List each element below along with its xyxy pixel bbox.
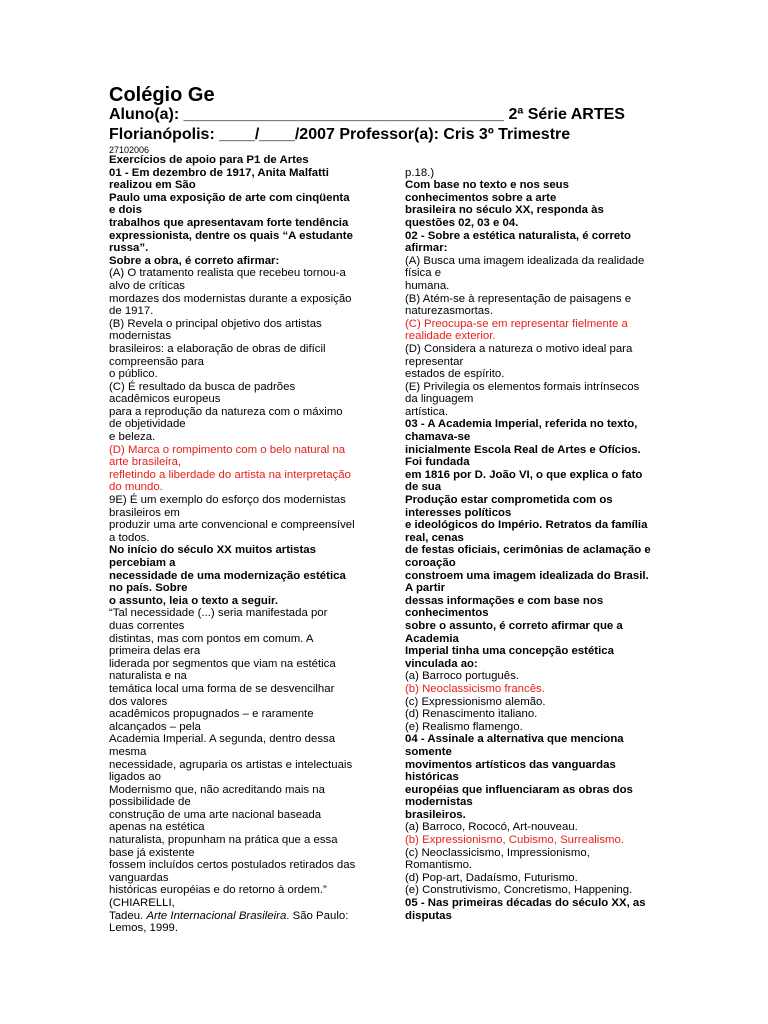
right-column-line: (B) Atém-se à representação de paisagens e	[405, 292, 632, 305]
left-column-line: e dois	[109, 204, 142, 217]
right-column-lines	[405, 167, 663, 923]
right-column-line: 03 - A Academia Imperial, referida no texto,	[405, 418, 638, 431]
left-column-line: alvo de críticas	[109, 279, 185, 292]
right-column-line: (b) Neoclassicismo francês.	[405, 682, 545, 695]
left-column-line: dos valores	[109, 695, 168, 708]
left-column-line: Sobre a obra, é correto afirmar:	[109, 254, 280, 267]
right-column-line: (d) Renascimento italiano.	[405, 708, 538, 721]
left-column-line: fossem incluídos certos postulados retirados das	[109, 859, 356, 872]
left-column-line: realizou em São	[109, 179, 196, 192]
left-column-line: expressionista, dentre os quais “A estudante	[109, 229, 353, 242]
left-column-line: necessidade de uma modernização estética	[109, 569, 346, 582]
right-column	[405, 154, 663, 922]
right-column-line: 04 - Assinale a alternativa que menciona	[405, 733, 624, 746]
right-column-line: A partir	[405, 582, 446, 595]
right-column-line: sobre o assunto, é correto afirmar que a	[405, 619, 623, 632]
left-column-line: ligados ao	[109, 771, 161, 784]
right-column-line: Imperial tinha uma concepção estética	[405, 645, 614, 658]
right-column-line: real, cenas	[405, 531, 464, 544]
left-column-line: vanguardas	[109, 871, 169, 884]
right-column-line: (E) Privilegia os elementos formais intrínsecos	[405, 380, 640, 393]
right-column-line: coroação	[405, 557, 456, 569]
left-column-line: alcançados – pela	[109, 720, 201, 733]
left-column-line: Academia Imperial. A segunda, dentro dessa	[109, 733, 336, 746]
left-column-line: produzir uma arte convencional e compreensível	[109, 519, 355, 532]
left-column-line: distintas, mas com pontos em comum. A	[109, 632, 314, 645]
left-column-line: base já existente	[109, 846, 195, 859]
left-column-line: construção de uma arte nacional baseada	[109, 808, 322, 821]
right-column-line: Com base no texto e nos seus	[405, 179, 569, 192]
grade-text: 2ª Série ARTES	[508, 106, 625, 123]
left-column-line: No início do século XX muitos artistas	[109, 544, 316, 557]
left-column-line: naturalista, propunham na prática que a essa	[109, 834, 338, 847]
citation-title: Arte Internacional Brasileira	[146, 909, 287, 922]
left-column-line: o assunto, leia o texto a seguir.	[109, 594, 279, 607]
left-column-line: trabalhos que apresentavam forte tendência	[109, 216, 349, 229]
right-column-line: humana.	[405, 279, 450, 292]
right-column-line: 05 - Nas primeiras décadas do século XX, as	[405, 897, 646, 910]
right-column-line: (c) Neoclassicismo, Impressionismo,	[405, 846, 590, 859]
right-column-line: (D) Considera a natureza o motivo ideal para	[405, 342, 633, 355]
right-column-line: inicialmente Escola Real de Artes e Ofícios.	[405, 443, 641, 456]
right-column-line: questões 02, 03 e 04.	[405, 216, 519, 229]
right-column-line: artística.	[405, 405, 449, 418]
right-column-line: (c) Expressionismo alemão.	[405, 695, 546, 708]
right-column-line: brasileira no século XX, responda às	[405, 204, 604, 217]
left-column-line: do mundo.	[109, 481, 163, 494]
left-column	[109, 154, 367, 935]
right-column-line: realidade exterior.	[405, 330, 496, 343]
right-column-line: dessas informações e com base nos	[405, 594, 604, 607]
left-column-line: percebiam a	[109, 557, 176, 569]
left-column-line: o público.	[109, 368, 158, 381]
right-column-line: de sua	[405, 481, 442, 494]
right-column-line: (A) Busca uma imagem idealizada da realidade	[405, 254, 645, 267]
left-column-line: temática local uma forma de se desvencilhar	[109, 682, 335, 695]
left-column-line: Paulo uma exposição de arte com cinqüenta	[109, 191, 350, 204]
left-column-line: (B) Revela o principal objetivo dos artistas	[109, 317, 322, 330]
right-column-line: e ideológicos do Império. Retratos da família	[405, 519, 648, 532]
right-column-line: física e	[405, 267, 442, 280]
right-column-line: afirmar:	[405, 242, 448, 255]
left-column-lines	[109, 154, 367, 910]
left-column-line: e beleza.	[109, 431, 156, 444]
right-column-line: chamava-se	[405, 431, 471, 444]
left-column-line: naturalista e na	[109, 670, 187, 683]
right-column-line: naturezasmortas.	[405, 305, 493, 318]
right-column-line: Academia	[405, 632, 459, 645]
left-column-line: de 1917.	[109, 305, 154, 318]
school-name: Colégio Ge	[109, 84, 215, 106]
right-column-line: somente	[405, 745, 452, 758]
right-column-line: (b) Expressionismo, Cubismo, Surrealismo.	[405, 834, 625, 847]
left-column-line: para a reprodução da natureza com o máximo	[109, 405, 343, 418]
left-column-line: (CHIARELLI,	[109, 897, 175, 910]
right-column-line: (a) Barroco português.	[405, 670, 519, 683]
left-column-line: compreensão para	[109, 355, 204, 368]
right-column-line: (e) Realismo flamengo.	[405, 720, 523, 733]
left-column-line: modernistas	[109, 330, 172, 343]
right-column-line: representar	[405, 355, 464, 368]
left-column-line: no país. Sobre	[109, 582, 188, 595]
left-column-line: duas correntes	[109, 619, 185, 632]
right-column-line: vinculada ao:	[405, 657, 478, 670]
right-column-line: (a) Barroco, Rococó, Art-nouveau.	[405, 821, 578, 834]
left-column-line: liderada por segmentos que viam na estética	[109, 657, 336, 670]
right-column-line: Produção estar comprometida com os	[405, 494, 613, 507]
right-column-line: (d) Pop-art, Dadaísmo, Futurismo.	[405, 871, 578, 884]
right-column-line: históricas	[405, 771, 459, 784]
right-column-line: européias que influenciaram as obras dos	[405, 783, 633, 796]
student-label: Aluno(a): ____________________________________	[109, 106, 504, 123]
left-column-line: mesma	[109, 745, 147, 758]
left-column-line: apenas na estética	[109, 821, 205, 834]
left-column-line: Modernismo que, não acreditando mais na	[109, 783, 325, 796]
right-column-line: da linguagem	[405, 393, 474, 406]
left-column-line: possibilidade de	[109, 796, 191, 809]
right-column-line: em 1816 por D. João VI, o que explica o fato	[405, 468, 643, 481]
left-column-line: necessidade, agruparia os artistas e intelectuais	[109, 758, 353, 771]
right-column-line: constroem uma imagem idealizada do Brasil.	[405, 569, 649, 582]
document-code: 27102006	[109, 145, 150, 155]
right-column-line: p.18.)	[405, 166, 435, 179]
left-column-line: acadêmicos europeus	[109, 393, 221, 406]
student-line	[109, 106, 625, 124]
left-column-line: acadêmicos propugnados – e raramente	[109, 708, 314, 721]
right-column-line: 02 - Sobre a estética naturalista, é correto	[405, 229, 632, 242]
citation-rest: . São Paulo:	[286, 909, 349, 922]
right-column-line: movimentos artísticos das vanguardas	[405, 758, 616, 771]
citation-last-line: Lemos, 1999.	[109, 922, 179, 935]
left-column-line: 9E) É um exemplo do esforço dos modernistas	[109, 494, 346, 507]
left-column-line: “Tal necessidade (...) seria manifestada por	[109, 607, 328, 620]
right-column-line: conhecimentos	[405, 607, 489, 620]
left-column-line: russa”.	[109, 242, 149, 255]
right-column-line: modernistas	[405, 796, 473, 809]
left-column-line: de objetividade	[109, 418, 186, 431]
left-column-line: brasileiros em	[109, 506, 180, 519]
right-column-line: conhecimentos sobre a arte	[405, 191, 557, 204]
left-column-line: (C) É resultado da busca de padrões	[109, 380, 296, 393]
right-column-line: de festas oficiais, cerimônias de aclamação e	[405, 544, 651, 557]
left-column-line: históricas européias e do retorno à ordem.”	[109, 884, 327, 897]
citation-author: Tadeu.	[109, 909, 147, 922]
left-column-line: (D) Marca o rompimento com o belo natural na	[109, 443, 346, 456]
right-column-line: Foi fundada	[405, 456, 470, 469]
left-column-line: arte brasileira,	[109, 456, 182, 469]
left-column-line: brasileiros: a elaboração de obras de difícil	[109, 342, 326, 355]
left-column-line: 01 - Em dezembro de 1917, Anita Malfatti	[109, 166, 329, 179]
citation-line	[109, 910, 367, 923]
right-column-line: estados de espírito.	[405, 368, 505, 381]
left-column-line: Exercícios de apoio para P1 de Artes	[109, 154, 309, 166]
right-column-line: brasileiros.	[405, 808, 466, 821]
right-column-line: (C) Preocupa-se em representar fielmente a	[405, 317, 628, 330]
right-column-spacer	[405, 154, 663, 167]
city-date-teacher-line: Florianópolis: ____/____/2007 Professor(a): Cris 3º Trimestre	[109, 126, 571, 143]
right-column-line: (e) Construtivismo, Concretismo, Happening.	[405, 884, 633, 897]
left-column-line: mordazes dos modernistas durante a exposição	[109, 292, 352, 305]
right-column-line: disputas	[405, 909, 452, 922]
left-column-line: (A) O tratamento realista que recebeu tornou-a	[109, 267, 346, 280]
left-column-line: refletindo a liberdade do artista na interpretação	[109, 468, 351, 481]
right-column-line: Romantismo.	[405, 859, 473, 872]
right-column-line: interesses políticos	[405, 506, 512, 519]
left-column-line: primeira delas era	[109, 645, 201, 658]
left-column-line: a todos.	[109, 531, 150, 544]
